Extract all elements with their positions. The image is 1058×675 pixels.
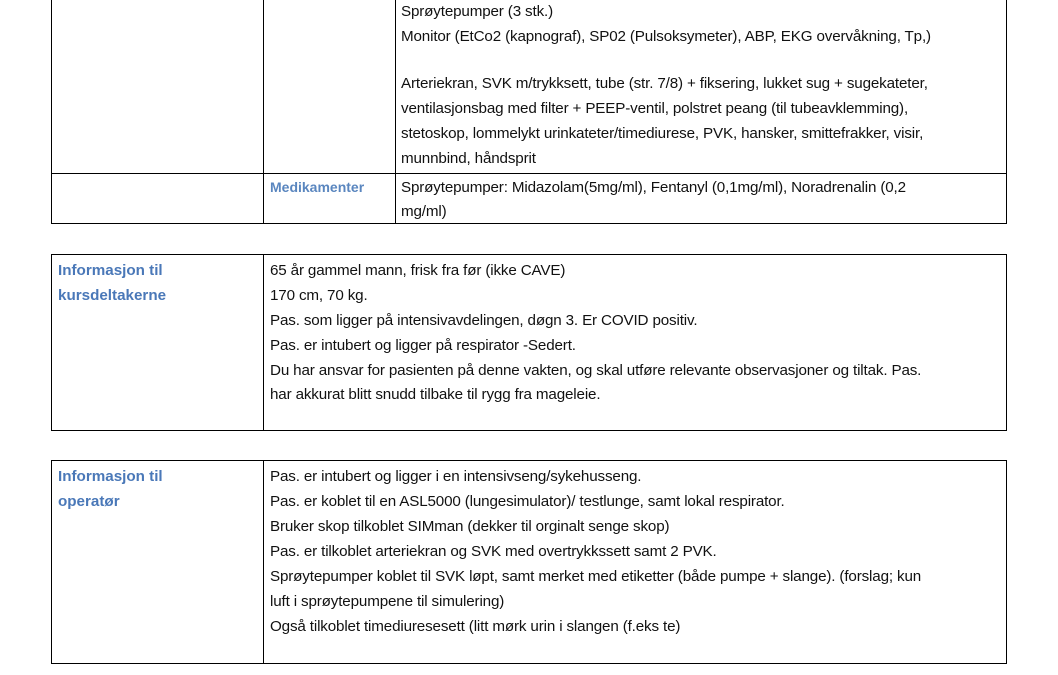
column-divider — [263, 461, 264, 663]
operator-info-line: Pas. er tilkoblet arteriekran og SVK med overtrykkssett samt 2 PVK. — [270, 543, 717, 560]
equipment-line: munnbind, håndsprit — [401, 150, 536, 167]
equipment-line: Arteriekran, SVK m/trykksett, tube (str. 7/8) + fiksering, lukket sug + sugekateter, — [401, 75, 928, 92]
equipment-line: ventilasjonsbag med filter + PEEP-ventil, polstret peang (til tubeavklemming), — [401, 100, 909, 117]
participants-info-table — [51, 254, 1007, 431]
participants-info-line: Du har ansvar for pasienten på denne vakten, og skal utføre relevante observasjoner og tiltak. Pas. — [270, 362, 922, 379]
participants-info-line: Pas. er intubert og ligger på respirator -Sedert. — [270, 337, 576, 354]
column-divider-2 — [395, 0, 396, 223]
operator-info-line: luft i sprøytepumpene til simulering) — [270, 593, 505, 610]
equipment-line: stetoskop, lommelykt urinkateter/timediurese, PVK, hansker, smittefrakker, visir, — [401, 125, 924, 142]
operator-info-line: Sprøytepumper koblet til SVK løpt, samt merket med etiketter (både pumpe + slange). (forslag; kun — [270, 568, 922, 585]
participants-info-line: har akkurat blitt snudd tilbake til rygg fra mageleie. — [270, 386, 601, 403]
medications-label: Medikamenter — [270, 179, 365, 195]
equipment-table — [51, 0, 1007, 224]
participants-label-line: kursdeltakerne — [58, 287, 167, 304]
column-divider-1 — [263, 0, 264, 223]
participants-label-line: Informasjon til — [58, 262, 163, 279]
medications-line: Sprøytepumper: Midazolam(5mg/ml), Fentanyl (0,1mg/ml), Noradrenalin (0,2 — [401, 179, 906, 196]
equipment-line: Monitor (EtCo2 (kapnograf), SP02 (Pulsoksymeter), ABP, EKG overvåkning, Tp,) — [401, 28, 931, 45]
operator-info-table — [51, 460, 1007, 664]
equipment-line: Sprøytepumper (3 stk.) — [401, 3, 553, 20]
participants-info-line: Pas. som ligger på intensivavdelingen, døgn 3. Er COVID positiv. — [270, 312, 698, 329]
participants-info-line: 170 cm, 70 kg. — [270, 287, 368, 304]
medications-line: mg/ml) — [401, 203, 447, 220]
operator-label-line: Informasjon til — [58, 468, 163, 485]
operator-label-line: operatør — [58, 493, 120, 510]
operator-info-line: Pas. er intubert og ligger i en intensivseng/sykehusseng. — [270, 468, 642, 485]
operator-info-line: Bruker skop tilkoblet SIMman (dekker til orginalt senge skop) — [270, 518, 670, 535]
participants-info-line: 65 år gammel mann, frisk fra før (ikke CAVE) — [270, 262, 566, 279]
operator-info-line: Pas. er koblet til en ASL5000 (lungesimulator)/ testlunge, samt lokal respirator. — [270, 493, 785, 510]
row-divider — [52, 173, 1006, 174]
operator-info-line: Også tilkoblet timediuresesett (litt mørk urin i slangen (f.eks te) — [270, 618, 681, 635]
column-divider — [263, 255, 264, 430]
